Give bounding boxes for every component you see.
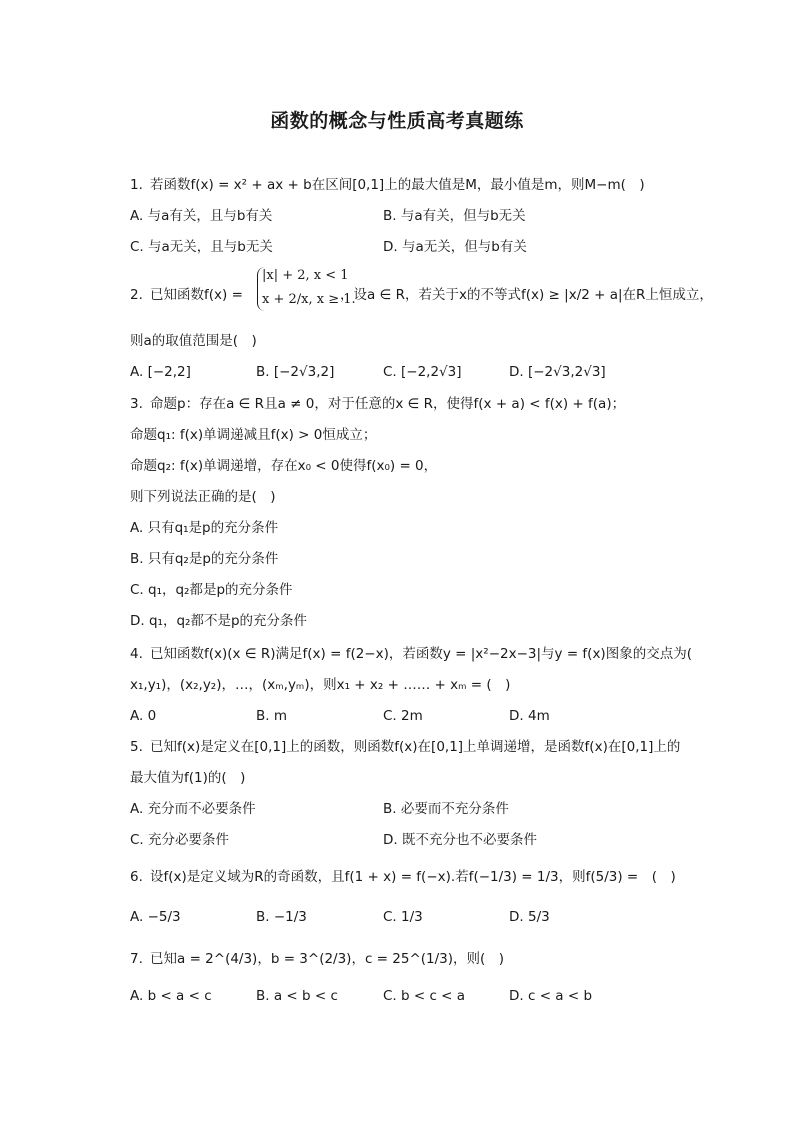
question-3-option-a: A. 只有q₁是p的充分条件	[130, 520, 279, 536]
question-3-option-d: D. q₁，q₂都不是p的充分条件	[130, 613, 308, 629]
question-2-option-c: C. [−2,2√3]	[383, 364, 462, 380]
question-4-option-b: B. m	[256, 708, 287, 724]
question-3-option-c: C. q₁，q₂都是p的充分条件	[130, 582, 293, 598]
question-6-number: 6.	[130, 869, 143, 885]
question-1-text: 若函数f(x) = x² + ax + b在区间[0,1]上的最大值是M，最小值是m，则M−m( )	[150, 177, 645, 193]
question-4-option-d: D. 4m	[509, 708, 550, 724]
question-3-line-1: 命题p：存在a ∈ R且a ≠ 0，对于任意的x ∈ R，使得f(x + a) < f(x) + f(a)；	[150, 396, 626, 412]
question-2-lead: 已知函数f(x) =	[150, 287, 243, 303]
question-5-option-a: A. 充分而不必要条件	[130, 801, 256, 817]
question-3-line-3: 命题q₂: f(x)单调递增，存在x₀ < 0使得f(x₀) = 0，	[130, 458, 438, 474]
question-5-option-c: C. 充分必要条件	[130, 832, 230, 848]
question-4-stem	[130, 644, 692, 664]
question-6-option-a: A. −5/3	[130, 909, 181, 925]
question-3-stem	[130, 394, 625, 414]
question-4-line-2: x₁,y₁)，(x₂,y₂)，…，(xₘ,yₘ)，则x₁ + x₂ + …… + xₘ = ( )	[130, 677, 511, 693]
question-2-tail: ，设a ∈ R，若关于x的不等式f(x) ≥ |x/2 + a|在R上恒成立，	[340, 287, 713, 303]
page-title: 函数的概念与性质高考真题练	[270, 110, 524, 132]
question-3-line-2: 命题q₁: f(x)单调递减且f(x) > 0恒成立；	[130, 427, 377, 443]
question-6-stem	[130, 867, 676, 887]
question-4-line-1: 已知函数f(x)(x ∈ R)满足f(x) = f(2−x)，若函数y = |x²−2x−3|与y = f(x)图象的交点为(	[150, 646, 692, 662]
question-4-option-a: A. 0	[130, 708, 157, 724]
question-5-number: 5.	[130, 739, 143, 755]
question-1-option-b: B. 与a有关，但与b无关	[383, 208, 526, 224]
question-7-option-a: A. b < a < c	[130, 988, 212, 1004]
question-7-text: 已知a = 2^(4/3)，b = 3^(2/3)，c = 25^(1/3)，则( )	[150, 951, 505, 967]
question-1-stem	[130, 175, 645, 195]
question-6-text: 设f(x)是定义域为R的奇函数，且f(1 + x) = f(−x).若f(−1/3) = 1/3，则f(5/3) = ( )	[150, 869, 676, 885]
question-5-option-d: D. 既不充分也不必要条件	[383, 832, 537, 848]
question-7-option-c: C. b < c < a	[383, 988, 466, 1004]
question-6-option-d: D. 5/3	[509, 909, 550, 925]
question-2-case-2: x + 2/x, x ≥ 1.	[262, 292, 356, 307]
question-1-option-c: C. 与a无关，且与b无关	[130, 239, 273, 255]
question-2-case-1: |x| + 2, x < 1	[262, 268, 349, 283]
question-1-option-d: D. 与a无关，但与b有关	[383, 239, 527, 255]
question-1-number: 1.	[130, 177, 143, 193]
question-2-line-2: 则a的取值范围是( )	[130, 333, 257, 349]
question-7-number: 7.	[130, 951, 143, 967]
question-7-option-b: B. a < b < c	[256, 988, 338, 1004]
question-5-stem	[130, 737, 680, 757]
question-3-number: 3.	[130, 396, 143, 412]
question-2-option-b: B. [−2√3,2]	[256, 364, 335, 380]
question-5-line-2: 最大值为f(1)的( )	[130, 770, 246, 786]
question-3-line-4: 则下列说法正确的是( )	[130, 489, 276, 505]
question-6-option-b: B. −1/3	[256, 909, 307, 925]
question-2-option-a: A. [−2,2]	[130, 364, 191, 380]
question-7-option-d: D. c < a < b	[509, 988, 593, 1004]
question-1-option-a: A. 与a有关，且与b有关	[130, 208, 273, 224]
question-6-option-c: C. 1/3	[383, 909, 423, 925]
question-4-option-c: C. 2m	[383, 708, 423, 724]
question-5-line-1: 已知f(x)是定义在[0,1]上的函数，则函数f(x)在[0,1]上单调递增，是函数f(x)在[0,1]上的	[150, 739, 681, 755]
question-2-option-d: D. [−2√3,2√3]	[509, 364, 606, 380]
question-3-option-b: B. 只有q₂是p的充分条件	[130, 551, 279, 567]
question-2-number: 2.	[130, 287, 143, 303]
question-5-option-b: B. 必要而不充分条件	[383, 801, 509, 817]
question-7-stem	[130, 949, 504, 969]
question-2-stem	[130, 285, 243, 305]
question-4-number: 4.	[130, 646, 143, 662]
